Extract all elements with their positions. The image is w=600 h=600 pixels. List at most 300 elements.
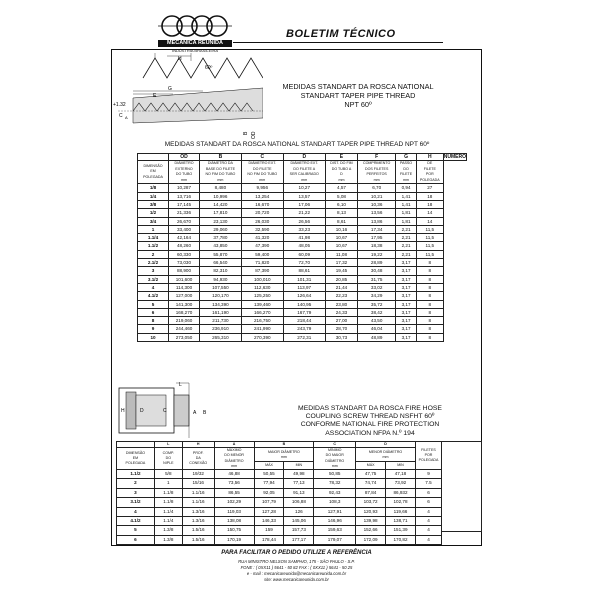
table-cell: 8 [416,325,443,333]
npt-col-header [416,161,443,184]
table-row [138,325,467,333]
header-line: DO TUBO [175,172,193,177]
table-cell: 77,94 [254,479,284,488]
header-line: DIST. DO FIM [330,161,353,165]
table-cell: 216,750 [241,317,283,325]
table-cell: 22,23 [325,292,357,300]
table-cell: 15/16 [182,479,214,488]
table-cell: 1,41 [396,200,417,208]
table-cell: 1.3/8 [154,526,182,535]
table-cell: 119,66 [386,507,416,516]
table-cell: 1.3/16 [182,507,214,516]
fire-heading-line: MEDIDAS STANDART DA ROSCA FIRE HOSE [298,405,442,412]
header-line: D [340,172,343,177]
table-cell: 66,540 [199,259,241,267]
table-cell: 141,300 [169,300,200,308]
table-cell: 4,57 [325,184,357,192]
npt-header-row [138,161,467,184]
npt-col-header [325,161,357,184]
table-row [138,200,467,208]
table-cell: 119,03 [214,507,254,516]
fire-table-header [117,442,442,470]
table-row [138,259,467,267]
table-cell: 167,79 [283,308,325,316]
table-cell: 102,78 [386,498,416,507]
table-cell: 60,09 [283,250,325,258]
fire-col-code: H [182,442,214,448]
table-cell: 6 [138,308,169,316]
table-cell: 59,400 [241,250,283,258]
fire-heading-line: ASSOCIATION NFPA N.º 194 [325,429,415,437]
table-cell: 273,050 [169,333,200,341]
header-line: DO FILETE A [293,166,316,171]
header-line: mm [338,177,345,182]
table-cell: 3,17 [396,267,417,275]
table-cell: 4 [117,507,155,516]
label-angle: 60º [205,65,213,71]
table-cell: 211,730 [199,317,241,325]
header-line: DIÂMETRO EXT. [248,161,277,165]
table-cell: 43,850 [199,242,241,250]
table-cell: 170,19 [214,535,254,544]
header-line: MÁXIMO [226,448,242,453]
table-cell: 48,05 [283,242,325,250]
table-row [117,479,442,488]
table-cell: 42,164 [169,234,200,242]
table-cell: 1.1/2 [138,242,169,250]
table-cell: 21,44 [325,283,357,291]
table-cell: 1.1/4 [154,517,182,526]
table-row [117,526,442,535]
table-cell: 8 [416,317,443,325]
table-cell: 5,08 [325,192,357,200]
table-cell: 172,09 [356,535,386,544]
table-cell: 152,66 [356,526,386,535]
npt-col-code: B [199,154,241,161]
header-line: COMPRIMENTO [363,161,391,165]
table-cell: 0,94 [396,184,417,192]
table-row [138,283,467,291]
fire-col-code: L [154,442,182,448]
header-line: BASE DO FILETE [205,166,235,171]
table-cell: 88,61 [283,267,325,275]
table-cell: 140,95 [283,300,325,308]
header-line: POLEGADA [419,177,440,182]
table-cell: 6,10 [325,200,357,208]
table-cell: 60,330 [169,250,200,258]
npt-col-header [241,161,283,184]
table-cell: 146,96 [314,517,356,526]
table-cell: 3.1/2 [117,498,155,507]
table-cell: 102,29 [214,498,254,507]
header-line: mm [373,177,380,182]
npt-col-header [396,161,417,184]
table-cell: 8 [416,259,443,267]
header-line: MÍNIMO [328,448,342,453]
table-cell: 8 [416,333,443,341]
table-cell: 11,5 [416,242,443,250]
table-cell: 100,010 [241,275,283,283]
table-cell: 46,88 [214,470,254,479]
table-cell: 87,84 [356,488,386,497]
table-cell: 179,07 [314,535,356,544]
table-cell: 78,32 [314,479,356,488]
table-cell: 3,17 [396,325,417,333]
table-cell: 10,287 [169,184,200,192]
table-cell: 3,17 [396,300,417,308]
label-h: H [178,56,182,62]
table-cell: 23,130 [199,217,241,225]
table-cell: 8 [416,292,443,300]
footer-phone: FONE : ( 0XX11 ) 5641 - 50 82 FAX : ( 0XX11 ) 5641 - 50 25 [240,565,353,570]
table-cell: 243,79 [283,325,325,333]
header-line: COMP. [162,450,174,455]
fire-heading-line: CONFORME NATIONAL FIRE PROTECTION [300,421,440,429]
table-cell: 107,79 [254,498,284,507]
table-cell: 17,06 [283,200,325,208]
label-od: OD [251,131,257,139]
table-cell: 177,17 [284,535,314,544]
table-cell: 138,08 [214,517,254,526]
table-row [138,225,467,233]
fire-col-header-c [314,448,356,470]
table-cell: 19/32 [182,470,214,479]
table-cell: 49,98 [284,470,314,479]
table-cell: 8 [416,275,443,283]
table-cell: 1 [154,479,182,488]
header-line: POR [424,452,433,457]
label-c: C [119,113,123,119]
table-cell: 86,932 [386,488,416,497]
npt-code-row [138,154,467,161]
table-cell: 8 [138,317,169,325]
table-row [138,184,467,192]
table-cell: 157,73 [284,526,314,535]
fire-col-header-b [254,448,314,462]
table-cell: 13,56 [358,209,396,217]
table-cell: 1/4 [138,192,169,200]
table-cell: 26,030 [241,217,283,225]
table-cell: 3 [138,267,169,275]
table-cell: 134,390 [199,300,241,308]
fire-col-sub-min: MIN [284,462,314,470]
table-cell: 92,43 [314,488,356,497]
table-cell: 1.5/16 [182,526,214,535]
header-line: DIÂMETRO [224,458,244,463]
table-row [138,234,467,242]
table-row [138,308,467,316]
header-line: EM [132,456,139,460]
title-underline [233,42,443,43]
table-cell: 35,72 [358,300,396,308]
header-line: mm [259,177,266,182]
table-cell: 159 [254,526,284,535]
header-line: MAIOR DIÂMETRO [268,449,300,454]
table-cell: 31,75 [358,275,396,283]
table-cell: 14 [416,209,443,217]
npt-col-code: H [416,154,443,161]
table-cell: 19,45 [325,267,357,275]
header-line: DO [403,166,409,171]
table-cell: 10,21 [358,192,396,200]
header-line: POLEGADA [125,461,146,466]
table-cell: 4.1/2 [117,517,155,526]
table-cell: 2 [117,479,155,488]
table-cell: 8 [416,283,443,291]
table-cell: 1.1/8 [154,488,182,497]
table-cell: 73,56 [214,479,254,488]
header-line: mm [231,463,238,468]
header-line: NIPLE [163,461,174,466]
table-cell: 1.1/4 [138,234,169,242]
table-cell: 37,780 [199,234,241,242]
table-cell: 120,93 [356,507,386,516]
table-cell: 101,600 [169,275,200,283]
table-cell: 48,89 [358,333,396,341]
table-cell: 10,36 [358,200,396,208]
table-cell: 8,13 [325,209,357,217]
table-cell: 125,250 [241,292,283,300]
header-line: DIÂMETRO DA [207,161,233,165]
table-cell: 146,33 [254,517,284,526]
header-line: NO FIM DO TUBO [247,172,278,177]
table-cell: 17,810 [199,209,241,217]
npt-col-header [169,161,200,184]
npt-col-header [358,161,396,184]
footer-email: e - mail : mecanicareunida@mecanicareunida.com.br [246,571,347,576]
table-cell: 30,73 [325,333,357,341]
label-a: A [125,115,128,120]
table-row [138,300,467,308]
table-cell: 9 [138,325,169,333]
npt-col-header [283,161,325,184]
table-cell: 13,86 [358,217,396,225]
table-cell: 114,300 [169,283,200,291]
npt-col-header [138,161,169,184]
table-cell: 50,85 [314,470,356,479]
table-cell: 33,23 [283,225,325,233]
label-e: E [153,93,157,99]
table-cell: 27 [416,184,443,192]
table-cell: 1/2 [138,209,169,217]
label-l: L [179,382,182,388]
table-row [138,333,467,341]
table-cell: 72,70 [283,259,325,267]
logo-rings-icon [158,13,232,40]
table-cell: 55,870 [199,250,241,258]
label-g: G [168,86,172,92]
table-cell: 73,030 [169,259,200,267]
fire-col-header-l [154,448,182,470]
table-cell: 5 [138,300,169,308]
label-c2: C [163,408,167,414]
npt-col-code: F [358,154,396,161]
table-cell: 1 [138,225,169,233]
table-cell: 20,85 [325,275,357,283]
fire-table-body [117,470,442,545]
table-cell: 18,38 [358,242,396,250]
fire-hose-drawing [116,380,216,440]
table-cell: 4 [415,526,441,535]
table-cell: 5 [117,526,155,535]
table-cell: 244,460 [169,325,200,333]
fire-col-header-h [182,448,214,470]
table-cell: 1,81 [396,209,417,217]
table-cell: 108,3 [314,498,356,507]
brand-subtitle: INDÚSTRIA BRASILEIRA [171,48,218,53]
table-cell: 1.1/4 [154,507,182,516]
table-cell: 3,17 [396,308,417,316]
table-cell: 1.3/8 [154,535,182,544]
npt-col-code: NÚMERO [443,154,466,160]
table-row [138,192,467,200]
table-cell: 2,21 [396,242,417,250]
table-cell: 33,400 [169,225,200,233]
fire-col-sub-max: MÁX [254,462,284,470]
table-row [138,217,467,225]
table-cell: 21,22 [283,209,325,217]
table-cell: 3 [117,488,155,497]
table-cell: 270,390 [241,333,283,341]
header-line: EXTERNO [175,166,193,171]
table-cell: 16,670 [241,200,283,208]
table-cell: 113,97 [283,283,325,291]
header-line: DIÂMETRO [174,161,194,165]
table-cell: 2,21 [396,250,417,258]
table-cell: 13,254 [241,192,283,200]
table-cell: 9 [415,470,441,479]
table-cell: 151,39 [386,526,416,535]
table-cell: 30,48 [358,267,396,275]
header-line: DO MAIOR [325,453,344,458]
header-line: mm [331,463,338,468]
header-line: mm [280,454,287,459]
table-cell: 8,61 [325,217,357,225]
table-cell: 47,75 [356,470,386,479]
fire-col-sub-min: MIN [386,462,416,470]
table-cell: 32,590 [241,225,283,233]
table-cell: 38,42 [358,308,396,316]
npt-thread-drawing [113,53,263,143]
header-line: DIÂMETRO EXT. [290,161,319,165]
table-cell: 168,270 [169,308,200,316]
label-taper: +1.32 [113,102,126,108]
table-cell: 26,56 [283,217,325,225]
header-line: DIÂMETRO [325,458,345,463]
header-line: DIMENSÃO [143,163,163,168]
header-line: MENOR DIÂMETRO [368,449,403,454]
document-title: BOLETIM TÉCNICO [286,28,396,40]
fire-table [116,441,442,545]
label-a2: A [193,410,197,416]
table-cell: 6 [415,498,441,507]
npt-heading-line: STANDART TAPER PIPE THREAD [300,91,416,100]
header-line: DA [195,456,201,460]
table-cell: 178,44 [254,535,284,544]
npt-heading [258,82,458,109]
table-cell: 1.1/8 [154,498,182,507]
filetes-column-box [442,441,482,532]
table-row [117,488,442,497]
table-cell: 150,75 [214,526,254,535]
table-cell: 18 [416,192,443,200]
table-cell: 24,33 [325,308,357,316]
npt-col-header [199,161,241,184]
header-line: DO FILETE [252,166,272,171]
table-cell: 1.1/16 [182,488,214,497]
header-line: PERFEITOS [366,172,387,177]
table-cell: 3,17 [396,317,417,325]
header-line: POLEGADA [143,174,163,179]
table-cell: 6,70 [358,184,396,192]
header-line: FILETE [423,166,436,171]
header-line: CONEXÃO [189,461,208,466]
table-row [138,242,467,250]
table-cell: 11,5 [416,225,443,233]
header-line: DO TUBO A [331,166,352,171]
table-cell: 23,80 [325,300,357,308]
header-line: POR [425,172,434,177]
table-cell: 127,000 [169,292,200,300]
table-cell: 91,13 [284,488,314,497]
table-cell: 236,910 [199,325,241,333]
table-cell: 86,55 [214,488,254,497]
table-row [117,470,442,479]
table-cell: 2,21 [396,225,417,233]
npt-col-code: E [325,154,357,161]
npt-col-code: G [396,154,417,161]
header-line: EM [150,169,156,174]
table-row [138,275,467,283]
table-cell: 18 [416,200,443,208]
table-cell: 10 [138,333,169,341]
table-cell: 3,17 [396,333,417,341]
table-cell: 166,270 [241,308,283,316]
table-cell: 29,060 [199,225,241,233]
table-cell: 19,22 [358,250,396,258]
table-cell: 127,28 [254,507,284,516]
table-cell: 14 [416,217,443,225]
label-b2: B [203,410,207,416]
npt-col-code: D [283,154,325,161]
table-cell: 138,71 [386,517,416,526]
table-cell: 159,63 [314,526,356,535]
table-cell: 11,5 [416,234,443,242]
label-h2: H [121,408,125,414]
fire-col-sub-max: MÁX [356,462,386,470]
table-cell: 20,720 [241,209,283,217]
fire-col-header-a [214,448,254,470]
table-cell: 17,95 [358,234,396,242]
footer-reference-note: PARA FACILITAR O PEDIDO UTILIZE A REFERÊNCIA [221,550,372,556]
npt-heading-line: NPT 60º [344,100,372,109]
table-cell: 3,17 [396,283,417,291]
table-cell: 26,670 [169,217,200,225]
fire-heading-line: COUPLING SCREW THREAD NSFHT 60º [305,413,435,421]
table-row [117,517,442,526]
npt-subtitle: MEDIDAS STANDART DA ROSCA NATIONAL STANDART TAPER PIPE THREAD NPT 60º [164,141,430,148]
table-cell: 43,50 [358,317,396,325]
table-cell: 139,460 [241,300,283,308]
npt-heading-line: MEDIDAS STANDART DA ROSCA NATIONAL [282,82,434,91]
table-cell: 3,17 [396,275,417,283]
header-line: PASSO [399,161,413,165]
table-cell: 4 [138,283,169,291]
table-cell: 82,310 [199,267,241,275]
table-cell: 107,550 [199,283,241,291]
header-line: PROF. [192,450,204,455]
header-line: DIMENSÃO [125,450,146,455]
